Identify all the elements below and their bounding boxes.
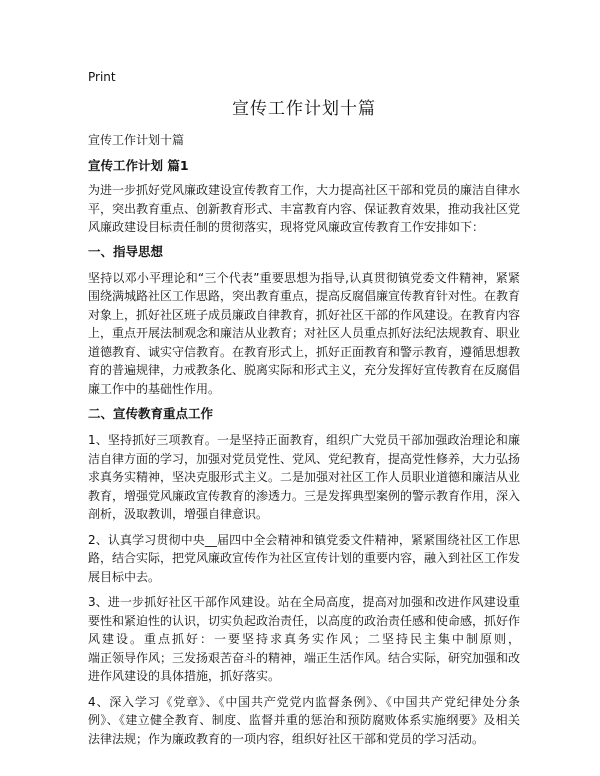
- paragraph-line: 为进一步抓好党风廉政建设宣传教育工作，大力提高社区干部和党员的廉洁自律水: [88, 183, 521, 197]
- guiding-paragraph: [88, 269, 520, 399]
- paragraph-line: 风廉政建设目标责任制的贯彻落实，现将党风廉政宣传教育工作安排如下：: [88, 220, 485, 234]
- paragraph-line: 洁自律方面的学习，加强对党员党性、党风、党纪教育，提高党性修养，大力弘扬: [88, 451, 521, 466]
- paragraph-line: 4、深入学习《党章》、《中国共产党党内监督条例》、《中国共产党纪律处分条: [88, 694, 520, 709]
- paragraph-line: 对象上，抓好社区班子成员廉政自律教育，抓好社区干部的作风建设。在教育内容: [88, 307, 521, 322]
- document-subtitle: 宣传工作计划十篇: [88, 133, 185, 147]
- paragraph-line: 2、认真学习贯彻中央__届四中全会精神和镇党委文件精神，紧紧围绕社区工作思: [88, 532, 520, 547]
- paragraph-line: 育的普遍规律，力戒教条化、脱离实际和形式主义，充分发挥好宣传教育在反腐倡: [88, 363, 521, 377]
- paragraph-line: 围绕满城路社区工作思路，突出教育重点，提高反腐倡廉宣传教育针对性。在教育: [88, 289, 521, 303]
- heading-key-work: 二、宣传教育重点工作: [88, 406, 214, 421]
- paragraph-line: 端正领导作风；三发扬艰苦奋斗的精神，端正生活作风。结合实际，研究加强和改: [88, 650, 521, 665]
- work-item-1: [88, 431, 520, 524]
- paragraph-line: 进作风建设的具体措施，抓好落实。: [88, 669, 281, 683]
- print-link[interactable]: Print: [88, 70, 116, 84]
- paragraph-line: 道德教育、诚实守信教育。在教育形式上，抓好正面教育和警示教育，遵循思想教: [88, 344, 521, 359]
- work-item-4: [88, 693, 520, 749]
- paragraph-line: 3、进一步抓好社区干部作风建设。站在全局高度，提高对加强和改进作风建设重: [88, 595, 520, 609]
- paragraph-line: 剖析，汲取教训，增强自律意识。: [88, 507, 269, 521]
- paragraph-line: 风建设。重点抓好：一要坚持求真务实作风；二坚持民主集中制原则，: [88, 632, 520, 646]
- paragraph-line: 平，突出教育重点、创新教育形式、丰富教育内容、保证教育效果，推动我社区党: [88, 201, 521, 216]
- paragraph-line: 教育，增强党风廉政宣传教育的渗透力。三是发挥典型案例的警示教育作用，深入: [88, 488, 521, 503]
- intro-paragraph: [88, 181, 520, 237]
- paragraph-line: 廉工作中的基础性作用。: [88, 381, 221, 396]
- document-body: [88, 68, 520, 755]
- work-item-3: [88, 593, 520, 686]
- paragraph-line: 1、坚持抓好三项教育。一是坚持正面教育，组织广大党员干部加强政治理论和廉: [88, 433, 520, 447]
- paragraph-line: 例》、《建立健全教育、制度、监督并重的惩治和预防腐败体系实施纲要》及相关: [88, 713, 520, 727]
- document-title: 宣传工作计划十篇: [232, 99, 376, 119]
- paragraph-line: 路，结合实际，把党风廉政宣传作为社区宣传计划的重要内容，融入到社区工作发: [88, 551, 521, 565]
- paragraph-line: 展目标中去。: [88, 569, 161, 584]
- section-title: 宣传工作计划 篇1: [88, 158, 189, 173]
- paragraph-line: 坚持以邓小平理论和“三个代表”重要思想为指导,认真贯彻镇党委文件精神，紧紧: [88, 270, 520, 285]
- paragraph-line: 法律法规；作为廉政教育的一项内容，组织好社区干部和党员的学习活动。: [88, 731, 485, 746]
- work-item-2: [88, 531, 520, 587]
- paragraph-line: 要性和紧迫性的认识，切实负起政治责任，以高度的政治责任感和使命感，抓好作: [88, 613, 521, 628]
- heading-guiding-principles: 一、指导思想: [88, 243, 164, 259]
- paragraph-line: 求真务实精神，坚决克服形式主义。二是加强对社区工作人员职业道德和廉洁从业: [88, 470, 521, 484]
- paragraph-line: 上，重点开展法制观念和廉洁从业教育；对社区人员重点抓好法纪法规教育、职业: [88, 326, 521, 340]
